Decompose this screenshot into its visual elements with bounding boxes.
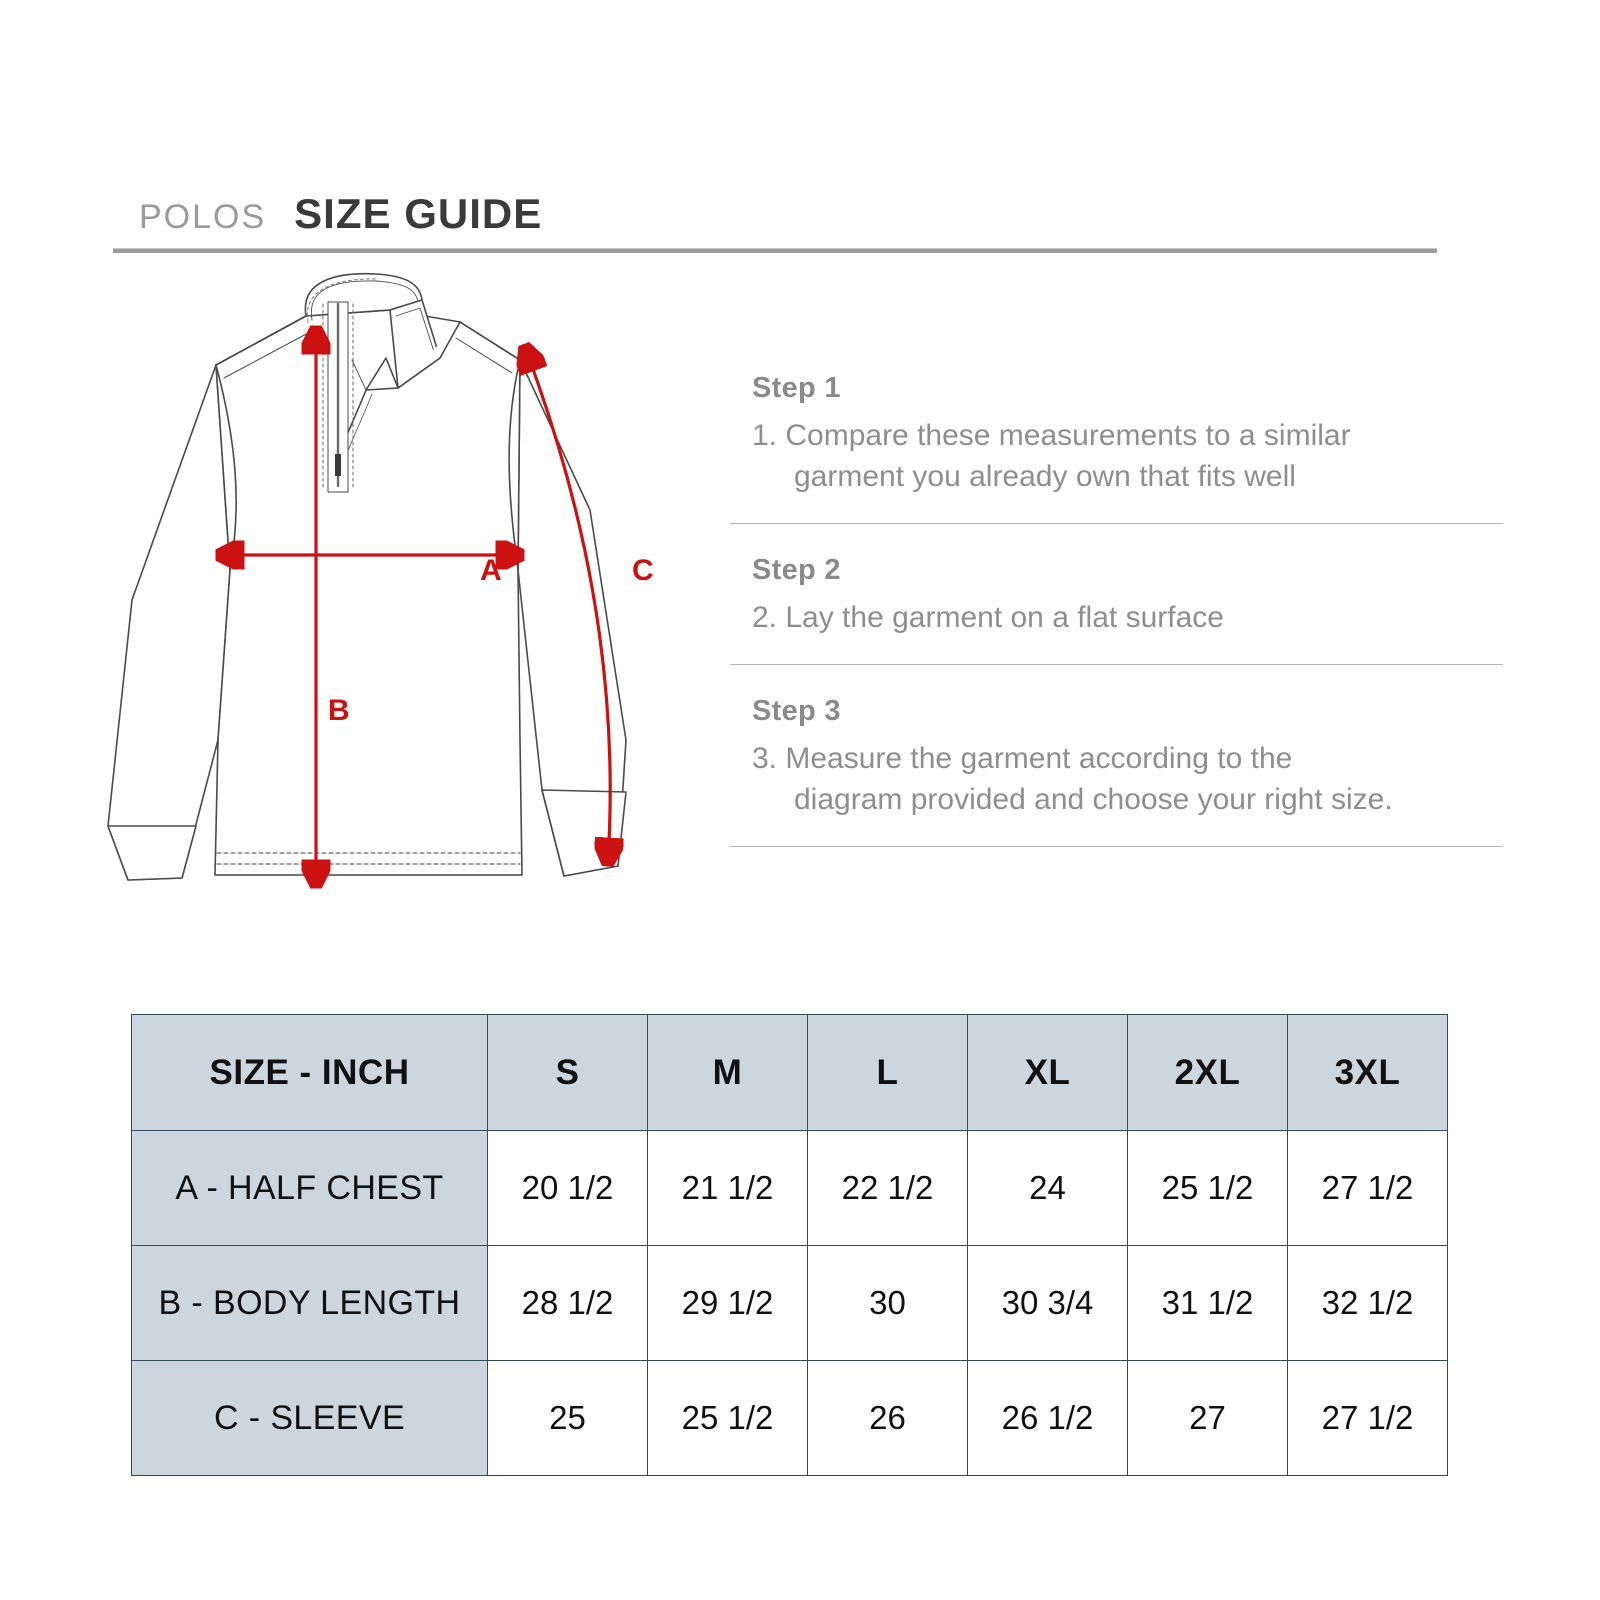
step-1-line-2: garment you already own that fits well [794,460,1296,494]
garment-diagram [90,270,710,910]
cell-b-xl: 30 3/4 [968,1246,1128,1361]
table-col-header-3: L [808,1015,968,1131]
table-row [132,1361,1448,1476]
table-col-header-1: S [488,1015,648,1131]
cell-c-s: 25 [488,1361,648,1476]
label-a: A [480,554,502,587]
size-chart-table [131,1014,1448,1476]
step-3-line-2: diagram provided and choose your right size. [794,783,1393,817]
cell-b-2xl: 31 1/2 [1128,1246,1288,1361]
step-divider-3 [730,846,1503,847]
cell-a-3xl: 27 1/2 [1288,1131,1448,1246]
step-3-title: Step 3 [752,695,841,728]
row-label-b: B - BODY LENGTH [132,1246,488,1361]
cell-a-2xl: 25 1/2 [1128,1131,1288,1246]
cell-c-m: 25 1/2 [648,1361,808,1476]
cell-b-3xl: 32 1/2 [1288,1246,1448,1361]
cell-c-2xl: 27 [1128,1361,1288,1476]
step-3-line-1: 3. Measure the garment according to the [752,742,1293,776]
step-1-text [752,415,1505,497]
table-row [132,1131,1448,1246]
row-label-a: A - HALF CHEST [132,1131,488,1246]
step-2-line-1: 2. Lay the garment on a flat surface [752,601,1224,635]
cell-b-l: 30 [808,1246,968,1361]
label-c: C [632,554,654,587]
step-2 [730,554,1505,638]
step-3-text [752,738,1505,820]
step-2-text [752,597,1505,638]
row-label-c: C - SLEEVE [132,1361,488,1476]
cell-a-l: 22 1/2 [808,1131,968,1246]
page-header [113,190,1437,252]
label-b: B [328,694,350,727]
header-divider [113,248,1437,253]
table-col-header-0: SIZE - INCH [132,1015,488,1131]
step-3 [730,695,1505,820]
step-divider-1 [730,523,1503,524]
cell-a-xl: 24 [968,1131,1128,1246]
step-1-title: Step 1 [752,372,841,404]
table-header-row [132,1015,1448,1131]
step-2-title: Step 2 [752,554,841,587]
category-kicker: POLOS [139,198,267,236]
step-1 [730,372,1505,497]
table-col-header-2: M [648,1015,808,1131]
cell-a-m: 21 1/2 [648,1131,808,1246]
header-titles [113,190,1437,238]
table-row [132,1246,1448,1361]
cell-b-m: 29 1/2 [648,1246,808,1361]
step-1-line-1: 1. Compare these measurements to a similar [752,419,1351,452]
cell-c-3xl: 27 1/2 [1288,1361,1448,1476]
cell-c-xl: 26 1/2 [968,1361,1128,1476]
measuring-steps [730,372,1505,877]
table-col-header-6: 3XL [1288,1015,1448,1131]
table-col-header-5: 2XL [1128,1015,1288,1131]
step-divider-2 [730,664,1503,665]
table-col-header-4: XL [968,1015,1128,1131]
page-title: SIZE GUIDE [294,190,543,237]
cell-c-l: 26 [808,1361,968,1476]
cell-a-s: 20 1/2 [488,1131,648,1246]
cell-b-s: 28 1/2 [488,1246,648,1361]
